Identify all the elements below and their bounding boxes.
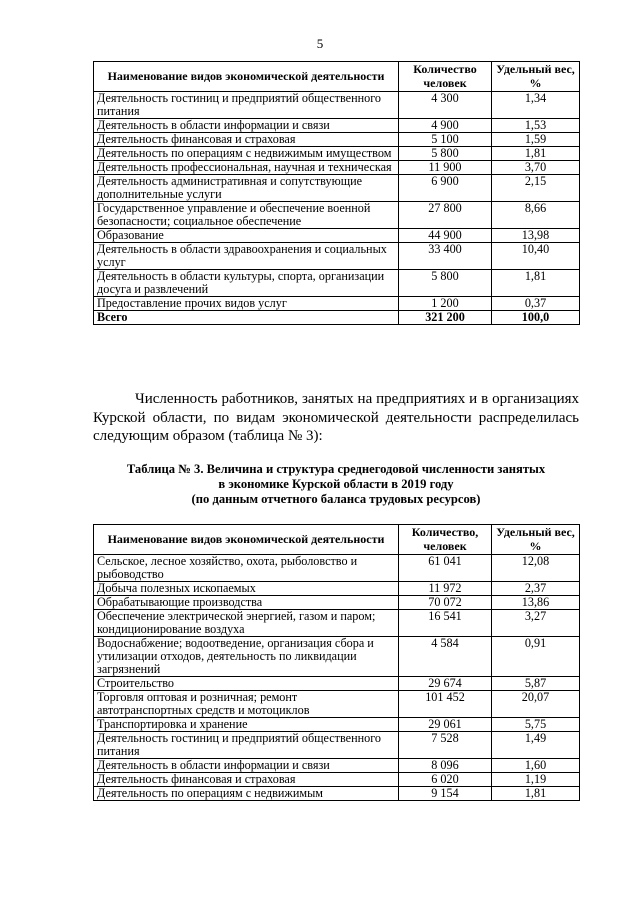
cell-activity: Деятельность гостиниц и предприятий общественного питания [94,92,399,119]
table-row [94,161,580,175]
cell-count: 61 041 [399,555,492,582]
page-number: 5 [316,36,324,51]
cell-count: 1 200 [399,297,492,311]
table-row [94,175,580,202]
cell-count: 11 972 [399,582,492,596]
column-header-share: Удельный вес, % [492,62,580,92]
cell-share: 5,75 [492,718,580,732]
cell-count: 5 800 [399,147,492,161]
cell-activity: Государственное управление и обеспечение военной безопасности; социальное обеспечение [94,202,399,229]
cell-count: 5 100 [399,133,492,147]
table-row [94,759,580,773]
table-row [94,732,580,759]
table-3-employment-structure [93,524,580,801]
cell-share: 3,70 [492,161,580,175]
cell-count: 44 900 [399,229,492,243]
cell-count: 6 900 [399,175,492,202]
cell-activity: Водоснабжение; водоотведение, организация сбора и утилизации отходов, деятельность по ликвидации загрязнений [94,637,399,677]
cell-activity: Торговля оптовая и розничная; ремонт автотранспортных средств и мотоциклов [94,691,399,718]
column-header-count: Количество человек [399,62,492,92]
table3-caption [93,462,579,507]
table-row [94,691,580,718]
cell-count: 4 900 [399,119,492,133]
cell-share: 0,91 [492,637,580,677]
cell-count: 6 020 [399,773,492,787]
table-row [94,243,580,270]
cell-share: 1,53 [492,119,580,133]
cell-total-share: 100,0 [492,311,580,325]
cell-activity: Деятельность по операциям с недвижимым имуществом [94,147,399,161]
table-header-row [94,62,580,92]
cell-activity: Деятельность гостиниц и предприятий общественного питания [94,732,399,759]
table-header-row [94,525,580,555]
table-row [94,297,580,311]
cell-count: 8 096 [399,759,492,773]
table-row [94,637,580,677]
cell-count: 4 300 [399,92,492,119]
table-row [94,610,580,637]
cell-count: 27 800 [399,202,492,229]
table-row [94,133,580,147]
table-total-row [94,311,580,325]
table3-caption-line: Таблица № 3. Величина и структура среднегодовой численности занятых [126,462,546,476]
cell-share: 1,19 [492,773,580,787]
cell-count: 5 800 [399,270,492,297]
table-row [94,202,580,229]
table-row [94,596,580,610]
table-row [94,787,580,801]
table-row [94,555,580,582]
table-row [94,92,580,119]
cell-share: 2,15 [492,175,580,202]
cell-activity: Деятельность в области информации и связи [94,119,399,133]
column-header-activity: Наименование видов экономической деятельности [94,62,399,92]
table-row [94,270,580,297]
cell-activity: Деятельность в области культуры, спорта, организации досуга и развлечений [94,270,399,297]
cell-count: 29 674 [399,677,492,691]
cell-share: 1,81 [492,270,580,297]
cell-share: 5,87 [492,677,580,691]
cell-activity: Деятельность в области здравоохранения и социальных услуг [94,243,399,270]
table-row [94,147,580,161]
cell-count: 7 528 [399,732,492,759]
cell-activity: Деятельность финансовая и страховая [94,773,399,787]
cell-share: 0,37 [492,297,580,311]
cell-activity: Сельское, лесное хозяйство, охота, рыболовство и рыбоводство [94,555,399,582]
cell-share: 1,34 [492,92,580,119]
column-header-share: Удельный вес, % [492,525,580,555]
table3-caption-line: (по данным отчетного баланса трудовых ресурсов) [191,492,481,506]
cell-share: 12,08 [492,555,580,582]
table-employment-by-activity [93,61,580,325]
table-row [94,582,580,596]
cell-share: 1,59 [492,133,580,147]
cell-share: 13,98 [492,229,580,243]
cell-count: 9 154 [399,787,492,801]
column-header-activity: Наименование видов экономической деятельности [94,525,399,555]
cell-share: 1,81 [492,787,580,801]
cell-activity: Деятельность в области информации и связи [94,759,399,773]
cell-activity: Предоставление прочих видов услуг [94,297,399,311]
cell-share: 1,60 [492,759,580,773]
cell-activity: Транспортировка и хранение [94,718,399,732]
cell-count: 101 452 [399,691,492,718]
cell-count: 11 900 [399,161,492,175]
table-row [94,229,580,243]
cell-total-label: Всего [94,311,399,325]
cell-share: 1,81 [492,147,580,161]
cell-count: 70 072 [399,596,492,610]
cell-activity: Добыча полезных ископаемых [94,582,399,596]
cell-share: 2,37 [492,582,580,596]
cell-total-count: 321 200 [399,311,492,325]
cell-activity: Деятельность административная и сопутствующие дополнительные услуги [94,175,399,202]
column-header-count: Количество, человек [399,525,492,555]
table-row [94,119,580,133]
cell-activity: Деятельность профессиональная, научная и техническая [94,161,399,175]
cell-activity: Строительство [94,677,399,691]
cell-activity: Обрабатывающие производства [94,596,399,610]
cell-count: 4 584 [399,637,492,677]
cell-count: 33 400 [399,243,492,270]
table-row [94,773,580,787]
table-row [94,718,580,732]
cell-count: 29 061 [399,718,492,732]
cell-activity: Образование [94,229,399,243]
cell-share: 13,86 [492,596,580,610]
cell-share: 3,27 [492,610,580,637]
cell-count: 16 541 [399,610,492,637]
cell-activity: Обеспечение электрической энергией, газом и паром; кондиционирование воздуха [94,610,399,637]
cell-share: 20,07 [492,691,580,718]
body-paragraph: Численность работников, занятых на предприятиях и в организациях Курской области, по видам экономической деятельности распределилась следующим образом (таблица № 3): [93,391,579,444]
table-row [94,677,580,691]
cell-share: 1,49 [492,732,580,759]
cell-share: 10,40 [492,243,580,270]
cell-share: 8,66 [492,202,580,229]
cell-activity: Деятельность финансовая и страховая [94,133,399,147]
table3-caption-line: в экономике Курской области в 2019 году [218,477,454,491]
cell-activity: Деятельность по операциям с недвижимым [94,787,399,801]
